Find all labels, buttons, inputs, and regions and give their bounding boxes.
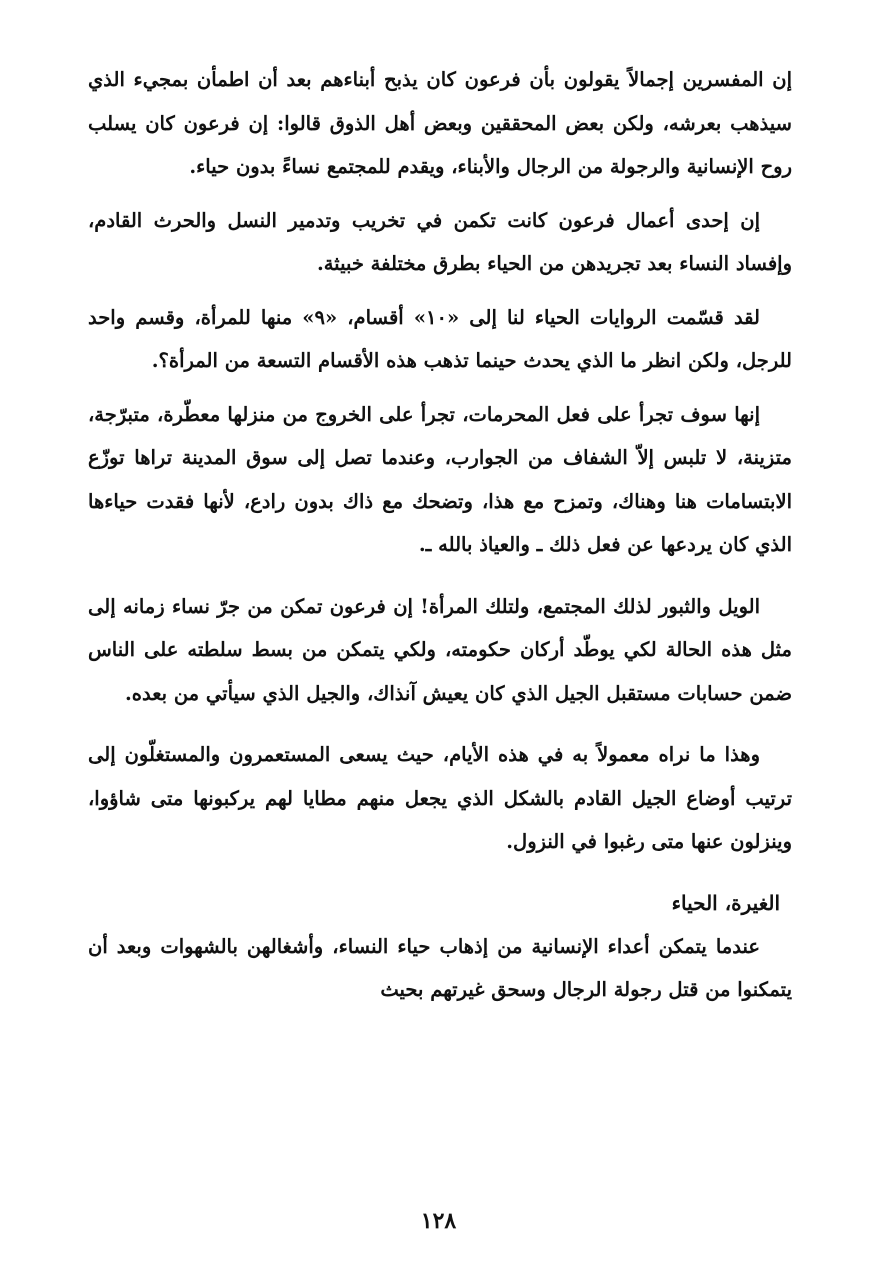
paragraph-3: لقد قسّمت الروايات الحياء لنا إلى «١٠» أقسام، «٩» منها للمرأة، وقسم واحد للرجل، ولكن انظر ما الذي يحدث حينما تذهب هذه الأقسام التسعة من المرأة؟. (88, 305, 792, 372)
page-number: ١٢٨ (420, 1208, 457, 1234)
section-heading: الغيرة، الحياء (671, 890, 780, 915)
page-body (88, 58, 792, 1248)
paragraph-6: وهذا ما نراه معمولاً به في هذه الأيام، حيث يسعى المستعمرون والمستغلّون إلى ترتيب أوضاع الجيل القادم بالشكل الذي يجعل منهم مطايا لهم يركبونها متى شاؤوا، وينزلون عنها متى رغبوا في النزول. (88, 743, 792, 853)
paragraph-1: إن المفسرين إجمالاً يقولون بأن فرعون كان يذبح أبناءهم بعد أن اطمأن بمجيء الذي سيذهب بعرشه، ولكن بعض المحققين وبعض أهل الذوق قالوا: إن فرعون كان يسلب روح الإنسانية والرجولة من الرجال والأبناء، ويقدم للمجتمع نساءً بدون حياء. (88, 68, 792, 178)
section-paragraph: عندما يتمكن أعداء الإنسانية من إذهاب حياء النساء، وأشغالهن بالشهوات وبعد أن يتمكنوا من قتل رجولة الرجال وسحق غيرتهم بحيث (88, 934, 792, 1001)
paragraph-4: إنها سوف تجرأ على فعل المحرمات، تجرأ على الخروج من منزلها معطّرة، متبرّجة، متزينة، لا تلبس إلاّ الشفاف من الجوارب، وعندما تصل إلى سوق المدينة تراها توزّع الابتسامات هنا وهناك، وتمزح مع هذا، وتضحك مع ذاك بدون رادع، لأنها فقدت حياءها الذي كان يردعها عن فعل ذلك ـ والعياذ بالله ـ. (88, 402, 792, 556)
paragraph-2: إن إحدى أعمال فرعون كانت تكمن في تخريب وتدمير النسل والحرث القادم، وإفساد النساء بعد تجريدهن من الحياء بطرق مختلفة خبيثة. (88, 208, 792, 275)
paragraph-5: الويل والثبور لذلك المجتمع، ولتلك المرأة! إن فرعون تمكن من جرّ نساء زمانه إلى مثل هذه الحالة لكي يوطّد أركان حكومته، ولكي يتمكن من بسط سلطته على الناس ضمن حسابات مستقبل الجيل الذي كان يعيش آنذاك، والجيل الذي سيأتي من بعده. (88, 594, 792, 705)
